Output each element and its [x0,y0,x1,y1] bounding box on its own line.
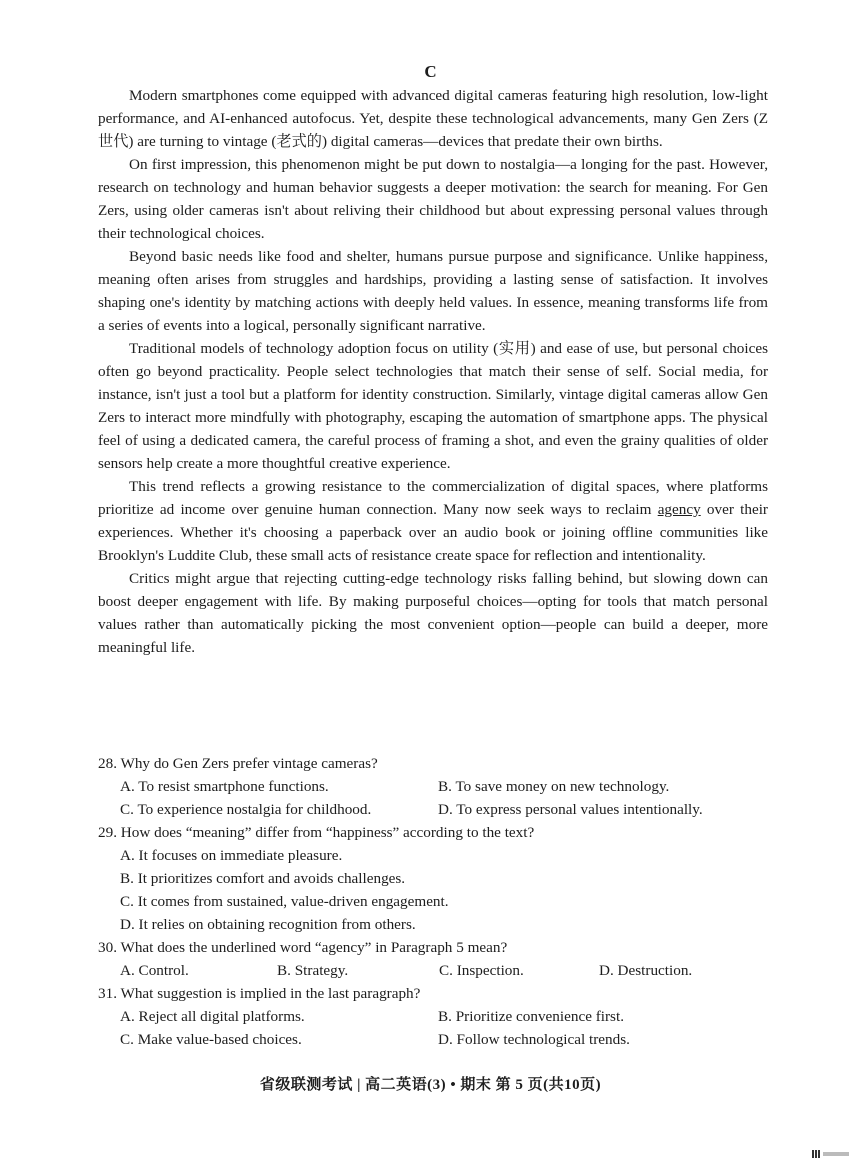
question-list [98,752,768,1051]
question-31 [98,982,768,1051]
option-c: C. Inspection. [439,962,524,979]
option-b: B. To save money on new technology. [438,778,670,795]
option-a: A. It focuses on immediate pleasure. [120,847,343,864]
option-group [98,1005,768,1051]
option-b: B. It prioritizes comfort and avoids challenges. [120,870,406,887]
qr-square [812,1150,820,1158]
qr-caption-mark [823,1152,849,1156]
option-b: B. Strategy. [277,962,349,979]
question-stem: 28. Why do Gen Zers prefer vintage cameras? [98,755,378,772]
option-group [98,775,768,821]
question-stem: 30. What does the underlined word “agency” in Paragraph 5 mean? [98,939,508,956]
option-c: C. Make value-based choices. [120,1031,302,1048]
paragraph-3: Beyond basic needs like food and shelter, humans pursue purpose and significance. Unlike happiness, meaning often arises from struggles and hardships, providing a lasting sense of satisfaction. It involves shaping one's identity by matching actions with deeply held values. In essence, meaning transforms life from a series of events into a logical, personally significant narrative. [98,248,768,334]
option-group [98,959,768,982]
paragraph-1: Modern smartphones come equipped with advanced digital cameras featuring high resolution, low-light performance, and AI-enhanced autofocus. Yet, despite these technological advancements, many Gen Zers (Z世代) are turning to vintage (老式的) digital cameras—devices that predate their own births. [98,87,768,150]
option-d: D. To express personal values intentionally. [438,801,703,818]
option-group [98,844,768,936]
page-footer: 省级联测考试 | 高二英语(3) • 期末 第 5 页(共10页) [259,1077,602,1093]
option-b: B. Prioritize convenience first. [438,1008,624,1025]
paragraph-2: On first impression, this phenomenon might be put down to nostalgia—a longing for the past. However, research on technology and human behavior suggests a deeper motivation: the search for meaning. For Gen Zers, using older cameras isn't about reliving their childhood but about expressing personal values through their technological choices. [98,156,768,242]
reading-passage [98,84,768,659]
qr-code-icon [812,1149,852,1158]
question-stem: 29. How does “meaning” differ from “happiness” according to the text? [98,824,535,841]
option-d: D. It relies on obtaining recognition from others. [120,916,416,933]
paragraph-4: Traditional models of technology adoption focus on utility (实用) and ease of use, but personal choices often go beyond practicality. People select technologies that match their sense of self. Social media, for instance, isn't just a tool but a platform for identity construction. Similarly, vintage digital cameras allow Gen Zers to interact more mindfully with photography, escaping the automation of smartphone apps. The physical feel of using a dedicated camera, the careful process of framing a shot, and even the grainy qualities of older sensors help create a more thoughtful creative experience. [98,340,768,472]
question-stem: 31. What suggestion is implied in the last paragraph? [98,985,421,1002]
option-c: C. To experience nostalgia for childhood. [120,801,372,818]
paragraph-5-text-after: over their experiences. Whether it's choosing a paperback over an audio book or joining offline communities like Brooklyn's Luddite Club, these small acts of resistance create space for reflection and intentionality. [98,501,768,564]
section-letter: C [424,62,437,81]
question-29 [98,821,768,936]
paragraph-6: Critics might argue that rejecting cutting-edge technology risks falling behind, but slowing down can boost deeper engagement with life. By making purposeful choices—opting for tools that match personal values rather than automatically picking the most convenient option—people can build a deeper, more meaningful life. [98,570,768,656]
question-28 [98,752,768,821]
option-a: A. To resist smartphone functions. [120,778,329,795]
option-d: D. Destruction. [599,962,693,979]
option-d: D. Follow technological trends. [438,1031,630,1048]
paragraph-5-text-before: This trend reflects a growing resistance to the commercialization of digital spaces, where platforms prioritize ad income over genuine human connection. Many now seek ways to reclaim [98,478,768,518]
option-c: C. It comes from sustained, value-driven engagement. [120,893,449,910]
question-30 [98,936,768,982]
underlined-word-agency: agency [657,501,701,518]
option-a: A. Reject all digital platforms. [120,1008,305,1025]
option-a: A. Control. [120,962,189,979]
paragraph-5 [98,475,768,567]
